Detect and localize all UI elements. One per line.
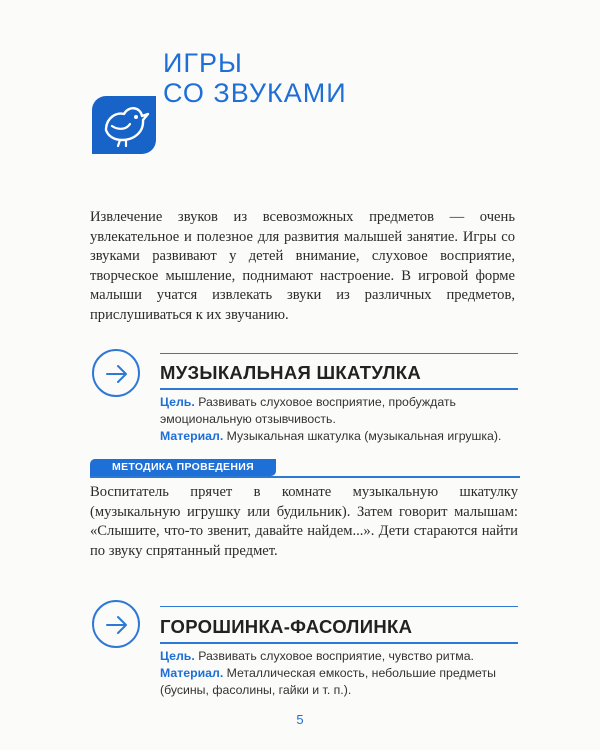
chapter-title-line2: СО ЗВУКАМИ [163,78,347,108]
page-number: 5 [296,712,304,727]
material-text: Музыкальная шкатулка (музыкальная игрушка). [226,429,502,443]
game-meta [160,394,520,445]
arrow-circle-icon [92,349,140,397]
goal-text: Развивать слуховое восприятие, чувство ритма. [198,649,474,663]
goal-line [160,648,520,665]
section-top-line [160,606,518,607]
section-top-line [160,353,518,354]
material-line [160,428,520,445]
arrow-circle-icon [92,600,140,648]
method-divider [90,476,520,478]
goal-label: Цель. [160,649,195,663]
intro-text: Извлечение звуков из всевозможных предметов — очень увлекательное и полезное для развития малышей занятие. Игры со звуками развивают у детей внимание, слуховое восприятие, творческое мышление, поднимают настроение. В игровой форме малыши учатся извлекать звуки из различных предметов, прислушиваться к их звучанию. [90,209,515,323]
method-text: Воспитатель прячет в комнате музыкальную шкатулку (музыкальную игрушку или будильник). Затем говорит малышам: «Слышите, что-то звенит, давайте найдем...». Дети стараются найти по звуку спрятанный предмет. [90,484,518,559]
bird-icon [92,96,156,154]
material-line [160,665,520,699]
game-meta [160,648,520,699]
goal-label: Цель. [160,395,195,409]
chapter-title-line1: ИГРЫ [163,48,243,78]
method-label: МЕТОДИКА ПРОВЕДЕНИЯ [90,459,276,476]
game-title: ГОРОШИНКА-ФАСОЛИНКА [160,616,518,644]
material-text: Металлическая емкость, небольшие предметы (бусины, фасолины, гайки и т. п.). [160,666,496,697]
game-title: МУЗЫКАЛЬНАЯ ШКАТУЛКА [160,362,518,390]
chapter-title [163,48,347,108]
material-label: Материал. [160,429,224,443]
intro-paragraph [90,208,515,325]
material-label: Материал. [160,666,224,680]
goal-text: Развивать слуховое восприятие, пробуждать эмоциональную отзывчивость. [160,395,456,426]
goal-line [160,394,520,428]
method-paragraph [90,483,518,561]
